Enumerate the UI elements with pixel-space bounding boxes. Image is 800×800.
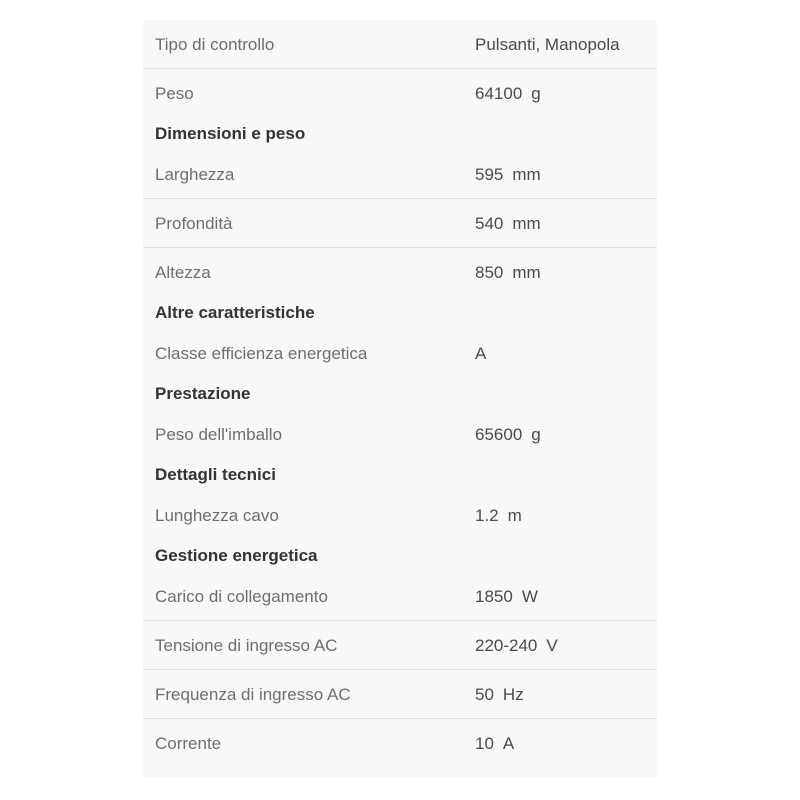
spec-row-profondita <box>143 199 657 248</box>
spec-row-larghezza <box>143 150 657 199</box>
spec-label: Frequenza di ingresso AC <box>155 684 351 704</box>
spec-label: Classe efficienza energetica <box>155 343 368 363</box>
spec-unit: mm <box>512 213 541 233</box>
spec-label: Tensione di ingresso AC <box>155 635 338 655</box>
spec-row-peso-imballo <box>143 410 657 459</box>
spec-value-text: 540 <box>475 213 504 233</box>
spec-value-text: 65600 <box>475 424 523 444</box>
spec-value <box>475 344 486 364</box>
spec-label: Larghezza <box>155 164 235 184</box>
spec-value-text: 220-240 <box>475 635 538 655</box>
spec-value <box>475 734 514 754</box>
spec-row-carico-collegamento <box>143 572 657 621</box>
spec-value <box>475 84 541 104</box>
specifications-table <box>143 20 657 777</box>
spec-label: Lunghezza cavo <box>155 505 279 525</box>
section-heading-prestazione: Prestazione <box>155 384 251 403</box>
spec-unit: A <box>502 733 515 753</box>
spec-value-text: 1850 <box>475 586 513 606</box>
spec-unit: m <box>507 505 522 525</box>
spec-row-tipo-controllo <box>143 20 657 69</box>
spec-unit: W <box>521 586 538 606</box>
spec-unit: g <box>531 83 541 103</box>
spec-value <box>475 263 541 283</box>
spec-value <box>475 685 524 705</box>
spec-row-tensione-ac <box>143 621 657 670</box>
spec-value <box>475 165 541 185</box>
spec-label: Peso <box>155 83 194 103</box>
spec-value-text: 64100 <box>475 83 523 103</box>
spec-label: Profondità <box>155 213 233 233</box>
spec-unit: mm <box>512 262 541 282</box>
spec-row-lunghezza-cavo <box>143 491 657 540</box>
spec-label: Tipo di controllo <box>155 34 275 54</box>
spec-label: Altezza <box>155 262 211 282</box>
section-heading-altre: Altre caratteristiche <box>155 303 315 322</box>
spec-value-text: A <box>475 343 487 363</box>
spec-value <box>475 425 541 445</box>
spec-value <box>475 35 620 55</box>
spec-value <box>475 636 558 656</box>
section-heading-gestione: Gestione energetica <box>155 546 318 565</box>
spec-value-text: 50 <box>475 684 494 704</box>
spec-row-frequenza-ac <box>143 670 657 719</box>
spec-label: Peso dell'imballo <box>155 424 283 444</box>
spec-value-text: 595 <box>475 164 504 184</box>
spec-label: Carico di collegamento <box>155 586 328 606</box>
spec-value-text: 850 <box>475 262 504 282</box>
section-heading-dimensioni: Dimensioni e peso <box>155 124 306 143</box>
spec-row-peso <box>143 69 657 118</box>
section-heading-dettagli: Dettagli tecnici <box>155 465 276 484</box>
spec-row-classe-efficienza <box>143 329 657 378</box>
spec-value-text: 1.2 <box>475 505 499 525</box>
spec-unit: g <box>531 424 541 444</box>
spec-unit: Hz <box>502 684 524 704</box>
spec-row-altezza <box>143 248 657 297</box>
spec-label: Corrente <box>155 733 222 753</box>
spec-value-text: 10 <box>475 733 494 753</box>
spec-row-corrente <box>143 719 657 768</box>
spec-value <box>475 506 522 526</box>
spec-value <box>475 587 538 607</box>
spec-value-text: Pulsanti, Manopola <box>475 34 620 54</box>
spec-value <box>475 214 541 234</box>
spec-unit: mm <box>512 164 541 184</box>
spec-unit: V <box>546 635 558 655</box>
